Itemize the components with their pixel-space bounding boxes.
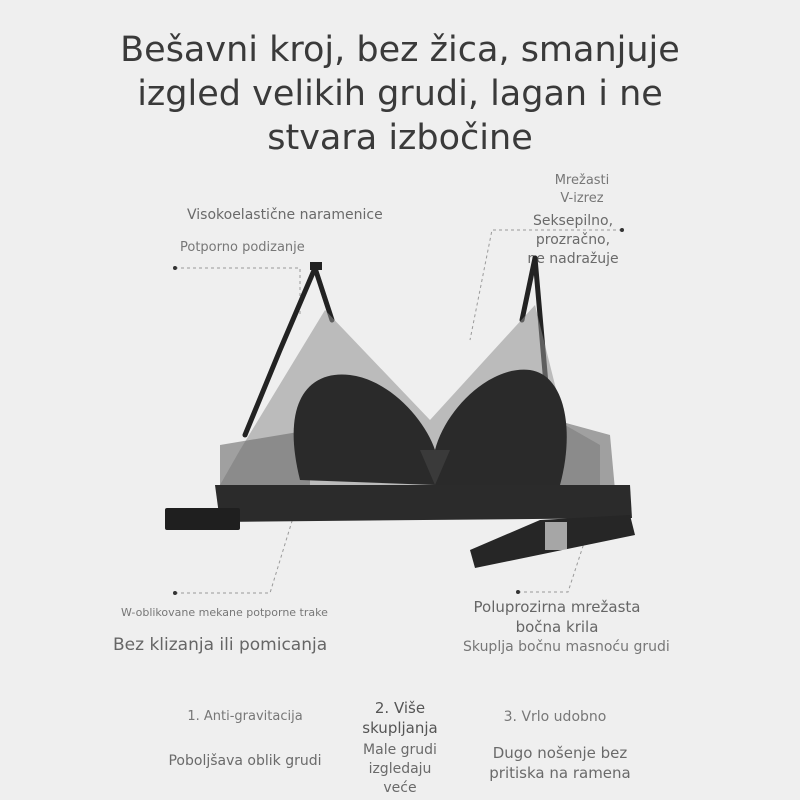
headline-line-2: izgled velikih grudi, lagan i ne: [137, 74, 663, 114]
vneck-title-line-1: Mrežasti: [554, 173, 610, 188]
feature-1-desc: Poboljšava oblik grudi: [168, 753, 322, 769]
feature-3-desc-line-2: pritiska na ramena: [489, 764, 631, 782]
dot-wband: [173, 591, 177, 595]
feature-3-title: 3. Vrlo udobno: [503, 709, 607, 725]
dot-wings: [516, 590, 520, 594]
feature-1-title: 1. Anti-gravitacija: [187, 709, 303, 724]
straps-desc: Potporno podizanje: [180, 240, 305, 255]
headline-line-3: stvara izbočine: [267, 118, 533, 158]
feature-2-desc-line-1: Male grudi: [363, 742, 437, 758]
feature-2-desc-line-2: izgledaju: [368, 761, 432, 777]
vneck-desc-line-3: ne nadražuje: [527, 251, 619, 267]
feature-2-desc: [340, 741, 460, 798]
headline-line-1: Bešavni kroj, bez žica, smanjuje: [120, 30, 680, 70]
wings-desc: Skuplja bočnu masnoću grudi: [463, 639, 670, 655]
feature-2-title-line-2: skupljanja: [362, 719, 438, 737]
feature-2-desc-line-3: veće: [383, 780, 417, 796]
feature-2-title: [340, 698, 460, 738]
bra-product-image: [160, 250, 640, 590]
wings-title: [462, 597, 652, 637]
wband-desc: Bez klizanja ili pomicanja: [113, 635, 328, 655]
wings-title-line-1: Poluprozirna mrežasta: [473, 598, 641, 616]
vneck-desc-line-2: prozračno,: [535, 232, 611, 248]
wband-title: W-oblikovane mekane potporne trake: [121, 606, 328, 619]
straps-title: Visokoelastične naramenice: [187, 207, 383, 223]
vneck-desc-line-1: Seksepilno,: [532, 213, 614, 229]
vneck-title: [540, 172, 624, 208]
vneck-title-line-2: V-izrez: [560, 191, 604, 206]
wings-title-line-2: bočna krila: [515, 618, 599, 636]
feature-2-title-line-1: 2. Više: [374, 699, 426, 717]
feature-3-desc-line-1: Dugo nošenje bez: [492, 744, 628, 762]
feature-3-desc: [470, 743, 650, 783]
